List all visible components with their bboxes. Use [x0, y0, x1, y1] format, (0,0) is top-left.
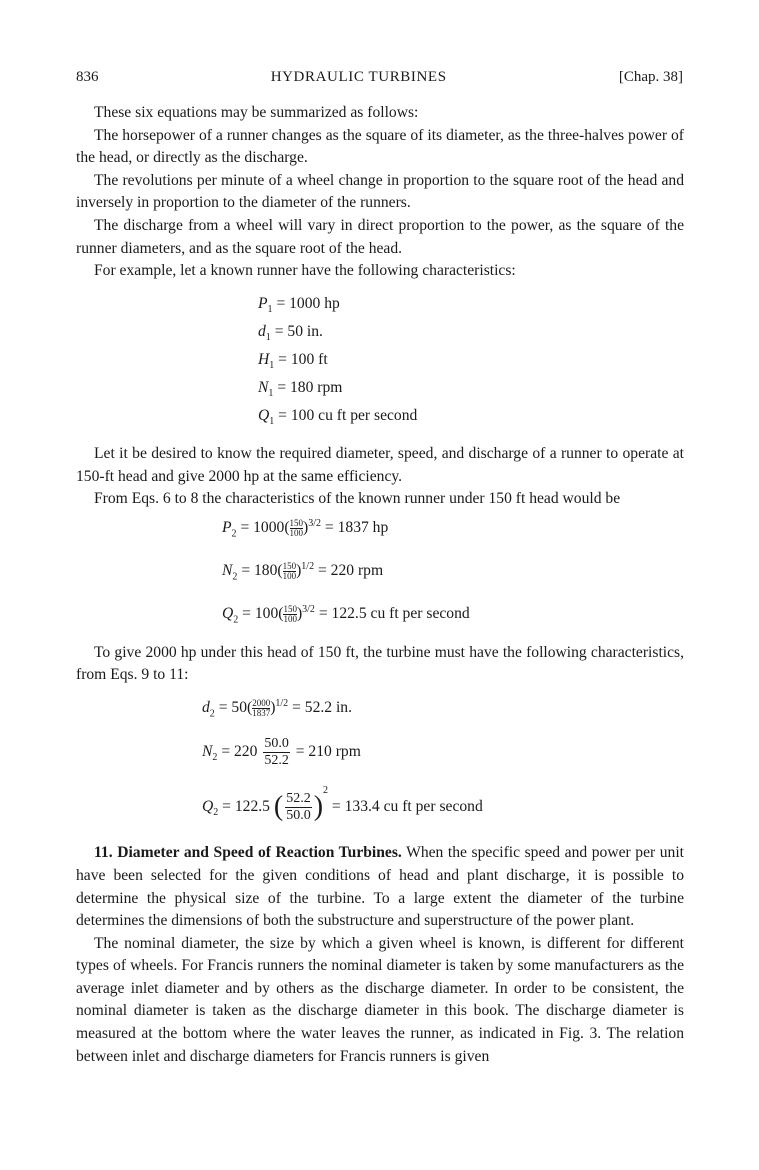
paragraph-6: Let it be desired to know the required diameter, speed, and discharge of a runner to operate at 150-ft head and give 2000 hp at the same efficiency. [76, 445, 684, 485]
running-header [76, 66, 683, 89]
known-d1: $d_1 = 50$ in. [258, 322, 323, 343]
paragraph-4: The discharge from a wheel will vary in direct proportion to the power, as the square of the runner diameters, and as the square root of the head. [76, 216, 684, 257]
paragraph-5: For example, let a known runner have the following characteristics: [94, 262, 516, 280]
paragraph-10: The nominal diameter, the size by which a given wheel is known, is different for different types of wheels. For Francis runners the nominal diameter is taken by some manufacturers as the average inlet diameter and by others as the discharge diameter. In order to be consistent, the nominal diameter is taken as the discharge diameter in this book. The discharge diameter is measured at the bottom where the water leaves the runner, as indicated in Fig. 3. The relation between inlet and discharge diameters for Francis runners is given [76, 934, 684, 1065]
paragraph-9: 11. Diameter and Speed of Reaction Turbines. When the specific speed and power per unit have been selected for the given conditions of head and plant discharge, it is possible to determine the physical size of the turbine. To a large extent the diameter of the turbine determines the dimensions of both the substructure and superstructure of the power plant. [76, 844, 685, 930]
equation-q2: $Q_2 = 100$( $\frac{150}{100}$ )$^{3/2}$ = 122.5 cu ft per second [222, 603, 470, 626]
known-runner-characteristics [258, 293, 684, 434]
paragraph-1: These six equations may be summarized as follows: [94, 104, 419, 121]
known-h1: $H_1 = 100$ ft [258, 350, 328, 372]
page-number: 836 [76, 69, 99, 85]
paragraph-7: From Eqs. 6 to 8 the characteristics of the known runner under 150 ft head would be [94, 490, 621, 508]
running-title: HYDRAULIC TURBINES [270, 69, 447, 85]
paragraph-8: To give 2000 hp under this head of 150 ft, the turbine must have the following characteristics, from Eqs. 9 to 11: [76, 643, 684, 684]
known-q1: $Q_1 = 100$ cu ft per second [258, 407, 418, 428]
body-text [76, 102, 684, 1068]
paragraph-3: The revolutions per minute of a wheel change in proportion to the square root of the head and inversely in proportion to the diameter of the runners. [76, 171, 684, 212]
chapter-label: [Chap. 38] [618, 69, 683, 85]
equation-q2-discharge: $Q_2 = 122.5$ ( $\frac{52.2}{50.0}$ )$^2$ = 133.4 cu ft per second [202, 784, 483, 823]
equation-n2: $N_2 = 180$( $\frac{150}{100}$ )$^{1/2}$ = 220 rpm [222, 560, 384, 583]
paragraph-2: The horsepower of a runner changes as the square of its diameter, as the three-halves power of the head, or directly as the discharge. [76, 126, 684, 167]
equation-d2: $d_2 = 50$( $\frac{2000}{1837}$ )$^{1/2}$ = 52.2 in. [202, 697, 352, 720]
known-p1: $P_1 = 1000$ hp [258, 294, 340, 315]
equation-n2-speed: $N_2 = 220$ $\frac{50.0}{52.2}$ = 210 rpm [202, 735, 361, 768]
equation-p2: $P_2 = 1000$( $\frac{150}{100}$ )$^{3/2}$ = 1837 hp [222, 518, 389, 540]
section-heading: 11. Diameter and Speed of Reaction Turbines. [94, 844, 402, 862]
known-n1: $N_1 = 180$ rpm [258, 379, 343, 400]
